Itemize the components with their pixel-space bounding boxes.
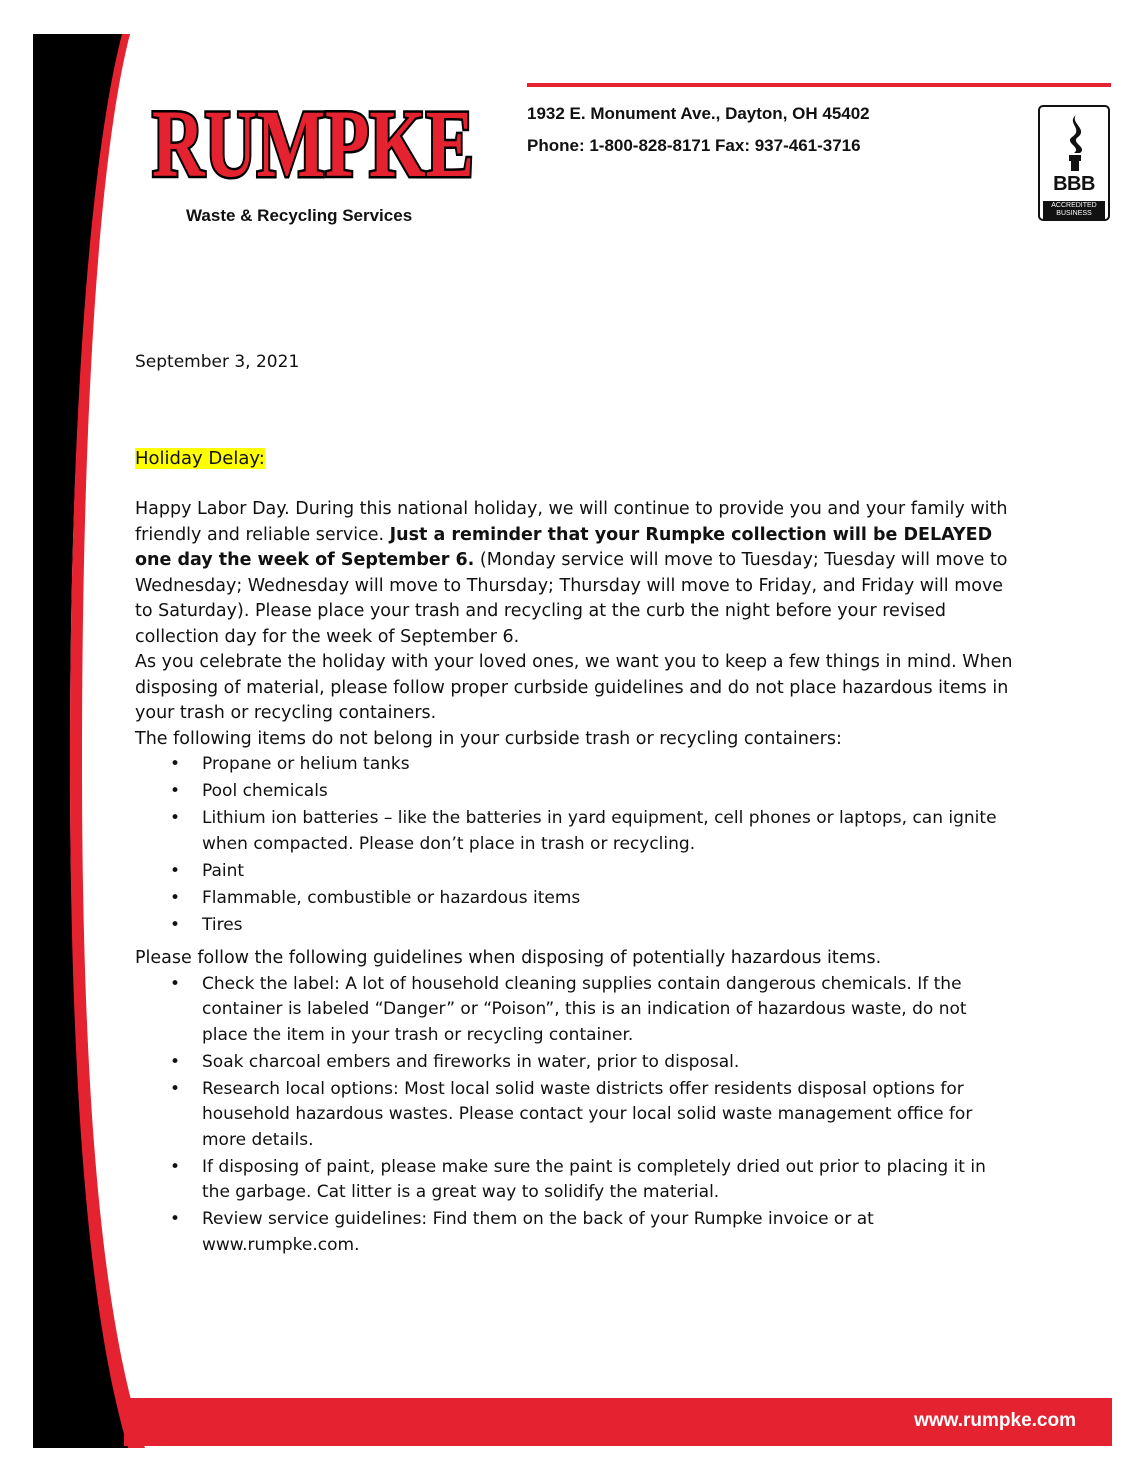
- paragraph-2: As you celebrate the holiday with your loved ones, we want you to keep a few things in mind. When disposing of material, please follow proper curbside guidelines and do not place hazardous items in your trash or recycling containers.: [135, 652, 1013, 723]
- list-item: • Soak charcoal embers and fireworks in water, prior to disposal.: [202, 1050, 1015, 1076]
- letter-heading: Holiday Delay:: [135, 448, 265, 469]
- bbb-badge: [1038, 105, 1110, 221]
- logo-text: RUMPKE: [152, 90, 474, 197]
- delay-notice: Just a reminder that your Rumpke collection will be DELAYED one day the week of September 6.: [135, 524, 993, 570]
- bbb-torch-icon: [1060, 113, 1090, 173]
- list-item: • Flammable, combustible or hazardous items: [202, 886, 1015, 912]
- bbb-accredited: ACCREDITED BUSINESS: [1043, 201, 1105, 219]
- footer-website-link[interactable]: www.rumpke.com: [914, 1410, 1076, 1431]
- guidelines-list: [135, 972, 1015, 1259]
- rumpke-logo: [148, 84, 478, 196]
- footer-bar: [124, 1398, 1112, 1446]
- letter-body: [135, 497, 1015, 1260]
- paragraph-1: Happy Labor Day. During this national holiday, we will continue to provide you and your family with friendly and reliable service. Just a reminder that your Rumpke collection will be DELAYED one day the week of September 6. (Monday service will move to Tuesday; Tuesday will move to Wednesday; Wednesday will move to Thursday; Thursday will move to Friday, and Friday will move to Saturday). Please place your trash and recycling at the curb the night before your revised collection day for the week of September 6.: [135, 499, 1008, 647]
- list-item: • If disposing of paint, please make sure the paint is completely dried out prior to placing it in the garbage. Cat litter is a great way to solidify the material.: [202, 1155, 1015, 1206]
- list-item: • Research local options: Most local solid waste districts offer residents disposal options for household hazardous wastes. Please contact your local solid waste management office for more details.: [202, 1077, 1015, 1154]
- company-phone-fax: Phone: 1-800-828-8171 Fax: 937-461-3716: [527, 136, 861, 155]
- list-item: • Review service guidelines: Find them on the back of your Rumpke invoice or at www.rumpke.com.: [202, 1207, 1015, 1258]
- logo-tagline: Waste & Recycling Services: [186, 206, 413, 225]
- letter-date: September 3, 2021: [135, 352, 300, 372]
- list-item: • Lithium ion batteries – like the batteries in yard equipment, cell phones or laptops, can ignite when compacted. Please don’t place in trash or recycling.: [202, 806, 1015, 857]
- company-address: 1932 E. Monument Ave., Dayton, OH 45402: [527, 104, 870, 123]
- prohibited-items-list: [135, 752, 1015, 938]
- bbb-label: BBB: [1053, 173, 1095, 195]
- list-item: • Paint: [202, 859, 1015, 885]
- header-rule: [527, 83, 1111, 87]
- list-item: • Pool chemicals: [202, 779, 1015, 805]
- paragraph-3: The following items do not belong in your curbside trash or recycling containers:: [135, 728, 842, 749]
- list-item: • Check the label: A lot of household cleaning supplies contain dangerous chemicals. If the container is labeled “Danger” or “Poison”, this is an indication of hazardous waste, do not place the item in your trash or recycling container.: [202, 972, 1015, 1049]
- list-item: • Propane or helium tanks: [202, 752, 1015, 778]
- list-item: • Tires: [202, 913, 1015, 939]
- paragraph-4: Please follow the following guidelines when disposing of potentially hazardous items.: [135, 948, 882, 968]
